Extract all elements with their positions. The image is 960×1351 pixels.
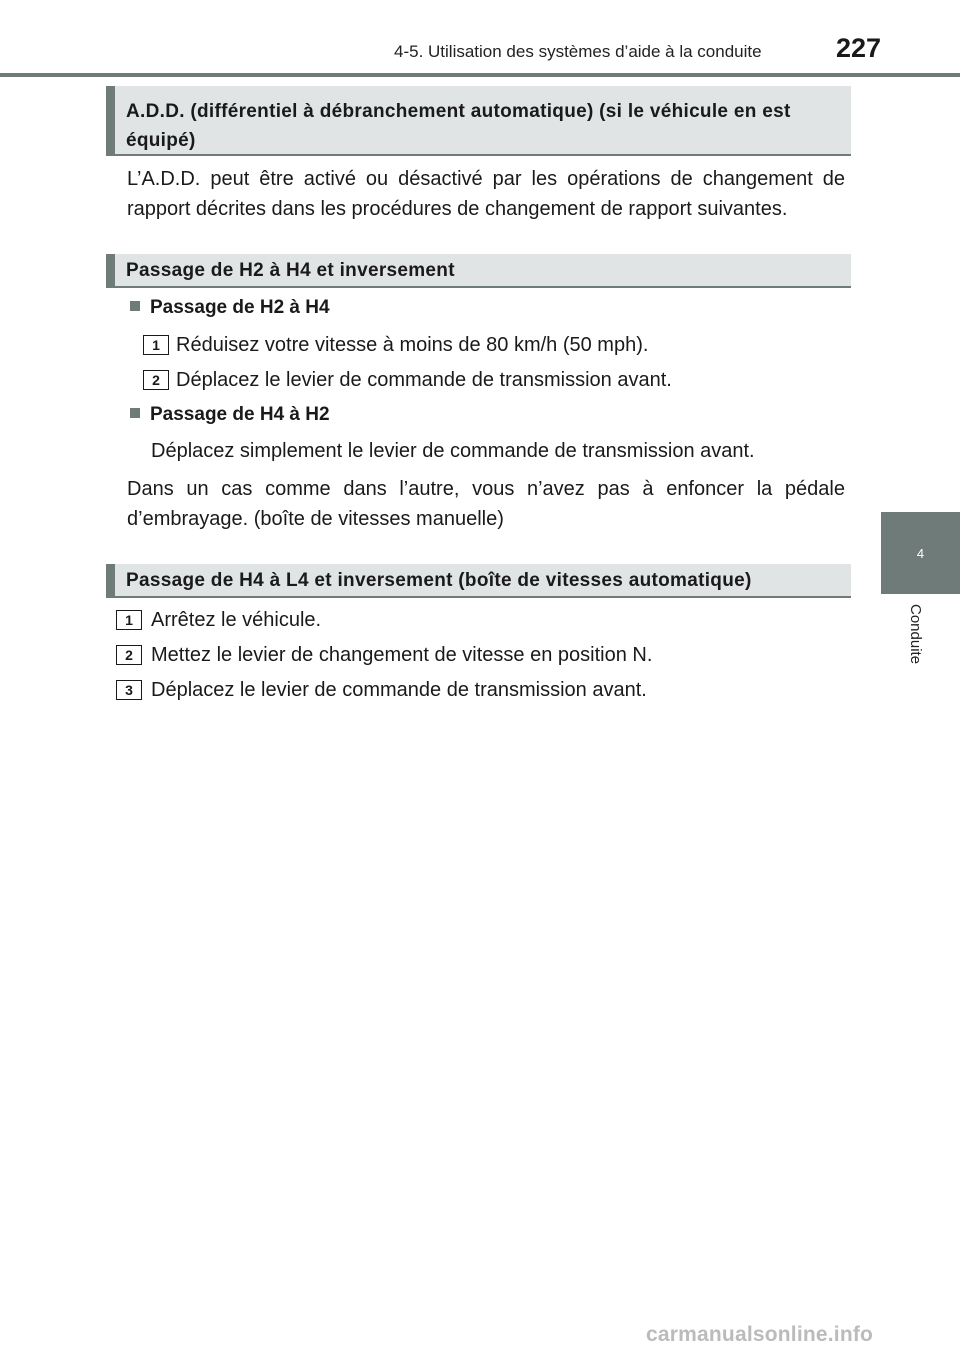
section-title-add: A.D.D. (différentiel à débranchement automatique) (si le véhicule en est équipé): [106, 86, 851, 156]
watermark: carmanualsonline.info: [646, 1323, 874, 1346]
square-bullet-icon: [130, 301, 140, 311]
step-number-badge: 2: [143, 370, 169, 390]
square-bullet-icon: [130, 408, 140, 418]
step-number-badge: 2: [116, 645, 142, 665]
step-text: Déplacez le levier de commande de transmission avant.: [151, 679, 647, 701]
step-number-badge: 3: [116, 680, 142, 700]
chapter-tab-number: 4: [916, 546, 925, 561]
section-title-h2-h4: Passage de H2 à H4 et inversement: [106, 254, 851, 288]
step-text: Arrêtez le véhicule.: [151, 609, 322, 631]
step-text: Mettez le levier de changement de vitesse en position N.: [151, 644, 653, 666]
subsection-title: Passage de H2 à H4: [150, 297, 330, 318]
header-divider: [0, 73, 960, 77]
section-note-h2-h4: Dans un cas comme dans l’autre, vous n’avez pas à enfoncer la pédale d’embrayage. (boîte de vitesses manuelle): [127, 478, 845, 530]
step-number-badge: 1: [143, 335, 169, 355]
subsection-h2-to-h4: [130, 297, 330, 319]
step-text: Déplacez le levier de commande de transmission avant.: [176, 369, 672, 391]
step-text: Réduisez votre vitesse à moins de 80 km/h (50 mph).: [176, 334, 649, 356]
subsection-title: Passage de H4 à H2: [150, 404, 330, 425]
chapter-title: 4-5. Utilisation des systèmes d’aide à la conduite: [394, 42, 762, 61]
subsection-text: Déplacez simplement le levier de commande de transmission avant.: [151, 440, 755, 462]
section-body-add: L’A.D.D. peut être activé ou désactivé par les opérations de changement de rapport décrites dans les procédures de changement de rapport suivantes.: [127, 168, 845, 220]
step-number-badge: 1: [116, 610, 142, 630]
subsection-h4-to-h2: [130, 404, 330, 426]
section-title-h4-l4: Passage de H4 à L4 et inversement (boîte de vitesses automatique): [106, 564, 851, 598]
chapter-tab-label: Conduite: [907, 604, 924, 665]
page-number: 227: [836, 33, 882, 63]
chapter-tab: [881, 512, 960, 594]
